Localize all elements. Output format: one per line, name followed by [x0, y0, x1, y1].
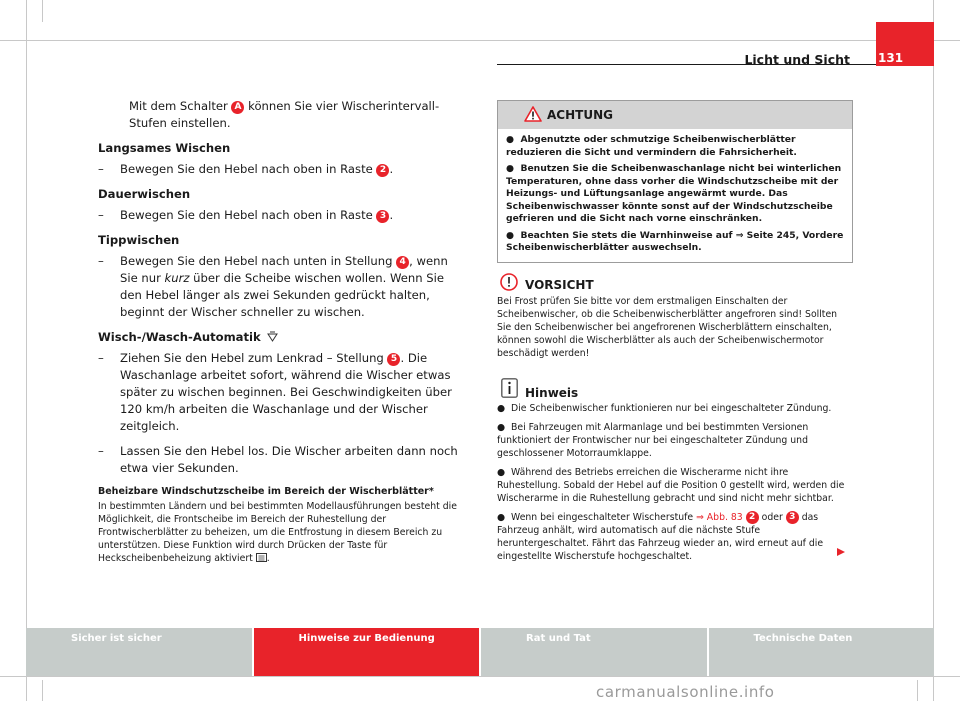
position-badge: 3 [786, 511, 799, 524]
chapter-tab-sicher[interactable]: Sicher ist sicher [26, 628, 252, 676]
warning-item [506, 163, 844, 226]
caution-text: Bei Frost prüfen Sie bitte vor dem erstmaligen Einschalten der Scheibenwischer, ob die Scheibenwischerblätter angefroren sind! Sollten Sie den Scheibenwischer bei angefrorenen Wischerblättern einschalten, können sowohl die Wischerblätter als auch der Scheibenwischermotor beschädigt werden! [497, 296, 838, 359]
heading-dauer: Dauerwischen [98, 187, 191, 201]
heizung-paragraph [98, 500, 465, 565]
caution-section [497, 273, 853, 360]
note-text: Die Scheibenwischer funktionieren nur bei eingeschalteter Zündung. [511, 403, 832, 414]
step-wisch-1 [98, 350, 465, 435]
step-text-end: . [389, 208, 394, 222]
crop-mark [42, 0, 43, 22]
figure-link[interactable]: ⇒ Abb. 83 [696, 512, 743, 523]
note-text-end: das Fahrzeug anhält, wird automatisch auf die nächste Stufe heruntergeschaltet. Fährt das Fahrzeug wieder an, wird erneut auf die eingestellte Wischerstufe hochgeschaltet. [497, 512, 824, 562]
caution-header [497, 273, 853, 295]
switch-badge: A [231, 101, 244, 114]
note-item [497, 511, 853, 563]
caution-exclamation-icon [500, 273, 518, 291]
heading-wisch [98, 329, 465, 346]
dash: – [98, 444, 104, 458]
warning-text: Beachten Sie stets die Warnhinweise auf ⇒ Seite 245, Vordere Scheibenwischerblätter auswechseln. [506, 229, 844, 253]
paragraph-text-end: . [266, 553, 270, 564]
step-text: , wenn Sie nur [120, 254, 448, 285]
step-text-end: . [389, 162, 394, 176]
crop-mark [0, 676, 960, 677]
warning-body [498, 129, 852, 255]
dash: – [98, 162, 104, 176]
heading-langsam: Langsames Wischen [98, 141, 231, 155]
note-text: Bei Fahrzeugen mit Alarmanlage und bei bestimmten Versionen funktioniert der Frontwischer nur bei eingeschalteter Zündung und geschlossener Motorraumklappe. [497, 422, 809, 459]
equipment-icon [267, 331, 278, 342]
warning-header [498, 101, 852, 129]
page-number: 131 [878, 51, 904, 65]
crop-mark [933, 0, 934, 701]
emphasis-text: kurz [164, 271, 190, 285]
chapter-nav [26, 628, 934, 676]
bullet: ● [506, 163, 515, 174]
step-langsam [98, 161, 465, 178]
note-header [497, 378, 853, 402]
heading-tipp: Tippwischen [98, 233, 180, 247]
intro-paragraph [107, 98, 465, 132]
crop-mark [917, 680, 918, 701]
position-badge: 3 [376, 210, 389, 223]
watermark: carmanualsonline.info [596, 683, 775, 701]
rear-window-heating-icon [256, 553, 267, 562]
step-wisch-2 [98, 443, 465, 477]
step-dauer [98, 207, 465, 224]
step-text: Ziehen Sie den Hebel zum Lenkrad – Stellung [120, 351, 384, 365]
bullet: ● [497, 512, 506, 523]
dash: – [98, 351, 104, 365]
bullet: ● [497, 467, 506, 478]
dash: – [98, 208, 104, 222]
position-badge: 4 [396, 256, 409, 269]
crop-mark [0, 40, 960, 41]
warning-triangle-icon [524, 106, 542, 122]
warning-item [506, 230, 844, 255]
continue-arrow-icon [836, 547, 846, 557]
caution-title: VORSICHT [525, 278, 594, 292]
position-badge: 2 [376, 164, 389, 177]
bullet: ● [497, 422, 506, 433]
note-item [497, 402, 853, 415]
left-column [98, 98, 465, 565]
position-badge: 2 [746, 511, 759, 524]
heading-text: Wisch-/Wasch-Automatik [98, 330, 261, 344]
crop-mark [42, 680, 43, 701]
chapter-tab-bedienung[interactable]: Hinweise zur Bedienung [254, 628, 480, 676]
step-text: Lassen Sie den Hebel los. Die Wischer arbeiten dann noch etwa vier Sekunden. [120, 444, 458, 475]
note-text: Wenn bei eingeschalteter Wischerstufe [511, 512, 697, 523]
note-title: Hinweis [525, 386, 579, 400]
step-tipp [98, 253, 465, 321]
note-info-icon [501, 378, 518, 398]
dash: – [98, 254, 104, 268]
crop-mark [26, 0, 27, 701]
paragraph-text: In bestimmten Ländern und bei bestimmten Modellausführungen besteht die Möglichkeit, die Frontscheibe im Bereich der Ruhestellung der Frontwischerblätter zu beheizen, um die Entfrostung in diesem Bereich zu unterstützen. Diese Funktion wird durch Drücken der Taste für Heckscheibenbeheizung aktiviert [98, 501, 457, 564]
section-title: Licht und Sicht [744, 52, 850, 67]
warning-text: Benutzen Sie die Scheibenwaschanlage nicht bei winterlichen Temperaturen, ohne dass vorher die Windschutzscheibe mit der Heizungs- und Lüftungsanlage angewärmt wurde. Das Scheibenwischwasser könnte sonst auf der Windschutzscheibe gefrieren und die Sicht nach vorne einschränken. [506, 163, 842, 224]
step-text: Bewegen Sie den Hebel nach oben in Raste [120, 208, 373, 222]
step-text: Bewegen Sie den Hebel nach unten in Stellung [120, 254, 393, 268]
step-text-end: über die Scheibe wischen wollen. Wenn Sie den Hebel länger als zwei Sekunden gedrückt halten, beginnt der Wischer schneller zu wischen. [120, 271, 444, 319]
bullet: ● [506, 229, 515, 241]
intro-text: Mit dem Schalter [129, 99, 228, 113]
intro-text-end: können Sie vier Wischerintervall-Stufen einstellen. [129, 99, 440, 130]
position-badge: 5 [387, 353, 400, 366]
step-text-end: . Die Waschanlage arbeitet sofort, während die Wischer etwas später zu wischen beginnen. Bei Geschwindigkeiten über 120 km/h arbeiten die Waschanlage und der Wischer zeitgleich. [120, 351, 452, 433]
step-text: Bewegen Sie den Hebel nach oben in Raste [120, 162, 373, 176]
note-item [497, 421, 853, 460]
note-item [497, 466, 853, 505]
warning-item [506, 134, 844, 159]
note-text: Während des Betriebs erreichen die Wischerarme nicht ihre Ruhestellung. Sobald der Hebel auf die Position 0 gestellt wird, werden die Wischerarme in die Ruhestellung gebracht und sind nicht mehr sichtbar. [497, 467, 845, 504]
note-text: oder [758, 512, 786, 523]
chapter-tab-technik[interactable]: Technische Daten [709, 628, 935, 676]
warning-title: ACHTUNG [547, 108, 613, 122]
warning-text: Abgenutzte oder schmutzige Scheibenwischerblätter reduzieren die Sicht und vermindern die Fahrsicherheit. [506, 134, 797, 158]
bullet: ● [506, 134, 515, 145]
bullet: ● [497, 403, 506, 414]
note-section [497, 378, 853, 569]
chapter-tab-rat[interactable]: Rat und Tat [481, 628, 707, 676]
warning-box [497, 100, 853, 263]
heading-heizung: Beheizbare Windschutzscheibe im Bereich der Wischerblätter* [98, 486, 434, 497]
